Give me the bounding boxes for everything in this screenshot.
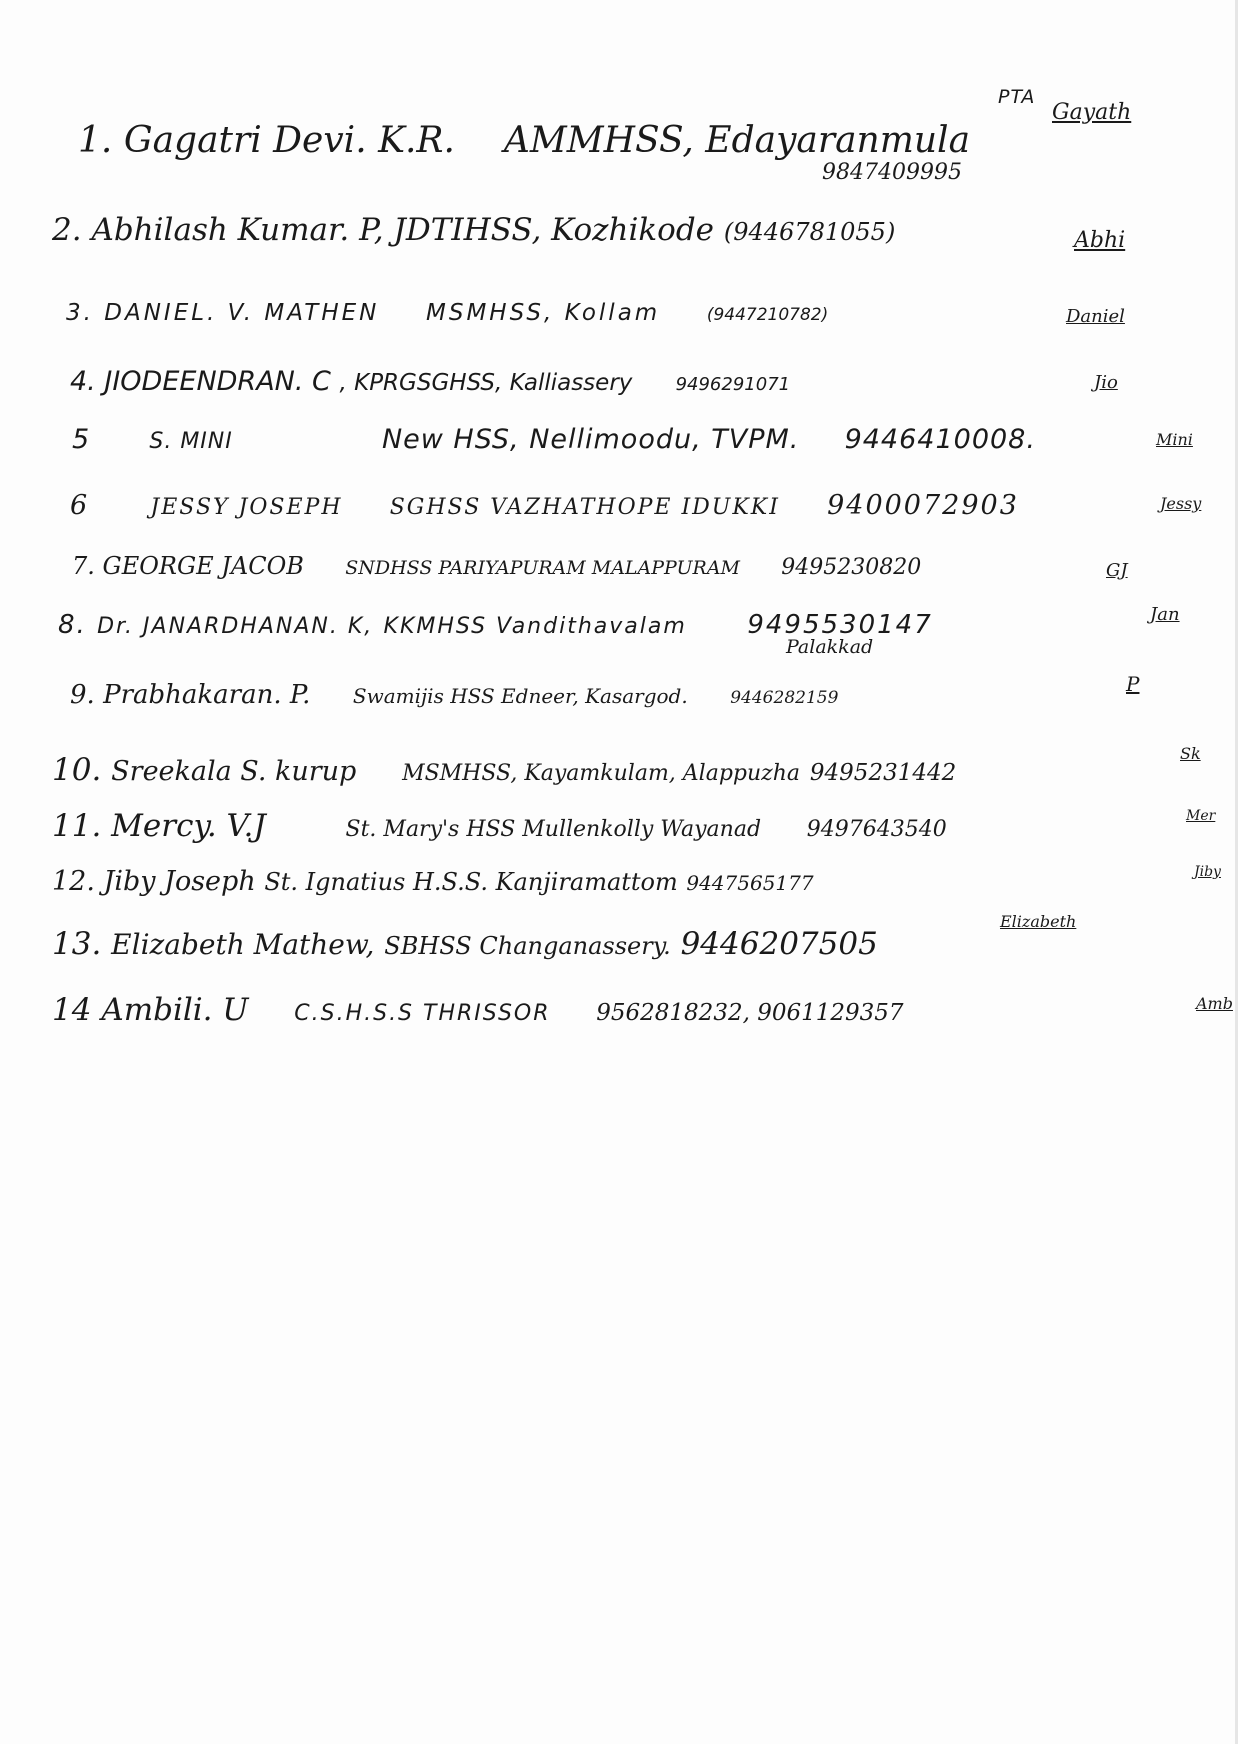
entry-1 xyxy=(78,120,970,161)
entry-7-signature: GJ xyxy=(1106,560,1128,581)
entry-phone: 9446207505 xyxy=(680,926,878,962)
entry-4-signature: Jio xyxy=(1094,372,1118,393)
entry-10-signature: Sk xyxy=(1180,744,1201,763)
entry-phone: 9496291071 xyxy=(675,374,791,395)
entry-school: AMMHSS, Edayaranmula xyxy=(503,120,971,161)
entry-9-signature: P xyxy=(1126,672,1140,696)
entry-5-signature: Mini xyxy=(1156,430,1193,449)
entry-13-signature: Elizabeth xyxy=(1000,912,1077,931)
entry-phone: (9447210782) xyxy=(706,305,829,325)
entry-1-phone: 9847409995 xyxy=(822,160,962,185)
entry-name: Mercy. V.J xyxy=(111,808,266,844)
entry-3-signature: Daniel xyxy=(1066,306,1125,327)
entry-12 xyxy=(52,866,814,897)
entry-school: MSMHSS, Kollam xyxy=(426,300,661,326)
entry-name: GEORGE JACOB xyxy=(102,552,304,580)
entry-school: JDTIHSS, Kozhikode xyxy=(393,212,715,248)
entry-phone: 9495230820 xyxy=(781,555,922,580)
entry-number: 13. xyxy=(52,926,102,962)
entry-phone: 9495530147 xyxy=(747,610,933,640)
entry-phone: 9497643540 xyxy=(806,817,947,842)
entry-school: C.S.H.S.S THRISSOR xyxy=(294,1001,551,1026)
entry-14 xyxy=(52,992,904,1028)
entry-name: Dr. JANARDHANAN. K, xyxy=(97,614,374,639)
entry-number: 14 xyxy=(52,992,92,1028)
entry-11-signature: Mer xyxy=(1186,808,1216,824)
entry-phone: 9446410008. xyxy=(844,424,1036,455)
entry-8-school-line2: Palakkad xyxy=(786,636,874,658)
entry-phone: (9446781055) xyxy=(723,218,896,246)
entry-9 xyxy=(70,680,838,710)
entry-name: Sreekala S. kurup xyxy=(111,756,357,787)
entry-number: 12. xyxy=(52,866,95,897)
entry-school: SGHSS VAZHATHOPE IDUKKI xyxy=(389,495,780,520)
entry-5 xyxy=(72,424,1036,455)
pta-label: PTA xyxy=(998,86,1036,108)
entry-number: 4. xyxy=(70,366,96,397)
entry-7 xyxy=(72,552,921,580)
entry-phone: 9495231442 xyxy=(809,760,957,786)
entry-2-signature: Abhi xyxy=(1074,228,1126,253)
entry-phone: 9447565177 xyxy=(686,871,814,895)
entry-number: 1. xyxy=(78,120,113,161)
entry-number: 10. xyxy=(52,752,102,788)
entry-name: S. MINI xyxy=(149,429,233,454)
entry-number: 9. xyxy=(70,680,95,710)
entry-school: , KPRGSGHSS, Kalliassery xyxy=(339,370,633,396)
entry-name: JESSY JOSEPH xyxy=(150,495,343,520)
entry-name: Gagatri Devi. K.R. xyxy=(123,120,455,161)
entry-name: Prabhakaran. P. xyxy=(103,680,311,710)
entry-school: MSMHSS, Kayamkulam, Alappuzha xyxy=(402,761,801,786)
entry-number: 11. xyxy=(52,808,102,844)
entry-name: DANIEL. V. MATHEN xyxy=(104,300,380,326)
entry-name: Elizabeth Mathew, xyxy=(111,928,375,961)
entry-6-signature: Jessy xyxy=(1160,494,1202,513)
entry-name: Jiby Joseph xyxy=(103,866,256,897)
entry-name: Abhilash Kumar. P, xyxy=(91,212,384,248)
entry-3 xyxy=(66,300,828,326)
entry-name: JIODEENDRAN. C xyxy=(104,366,331,397)
entry-phone: 9562818232, 9061129357 xyxy=(596,1000,904,1026)
entry-phone: 9400072903 xyxy=(827,490,1019,521)
entry-number: 7. xyxy=(72,552,95,580)
entry-phone: 9446282159 xyxy=(730,688,839,708)
entry-school: New HSS, Nellimoodu, TVPM. xyxy=(381,424,800,455)
entry-school: St. Ignatius H.S.S. Kanjiramattom xyxy=(264,868,678,896)
entry-10 xyxy=(52,752,956,788)
entry-school: St. Mary's HSS Mullenkolly Wayanad xyxy=(345,817,762,842)
entry-school: KKMHSS Vandithavalam xyxy=(383,614,687,639)
entry-13 xyxy=(52,926,878,962)
entry-school: SNDHSS PARIYAPURAM MALAPPURAM xyxy=(345,557,740,579)
entry-14-signature: Amb xyxy=(1196,994,1233,1013)
entry-number: 6 xyxy=(70,490,90,521)
entry-6 xyxy=(70,490,1019,521)
entry-number: 5 xyxy=(72,424,91,455)
entry-12-signature: Jiby xyxy=(1194,864,1221,880)
entry-number: 2. xyxy=(52,212,82,248)
entry-8-signature: Jan xyxy=(1150,604,1180,625)
entry-school: SBHSS Changanassery. xyxy=(384,932,671,960)
entry-1-signature: Gayath xyxy=(1052,100,1132,125)
entry-name: Ambili. U xyxy=(101,992,249,1028)
entry-school: Swamijis HSS Edneer, Kasargod. xyxy=(352,684,688,708)
entry-number: 3. xyxy=(66,300,94,326)
entry-2 xyxy=(52,212,895,248)
entry-4 xyxy=(70,366,790,397)
entry-number: 8. xyxy=(58,610,87,640)
entry-11 xyxy=(52,808,947,844)
